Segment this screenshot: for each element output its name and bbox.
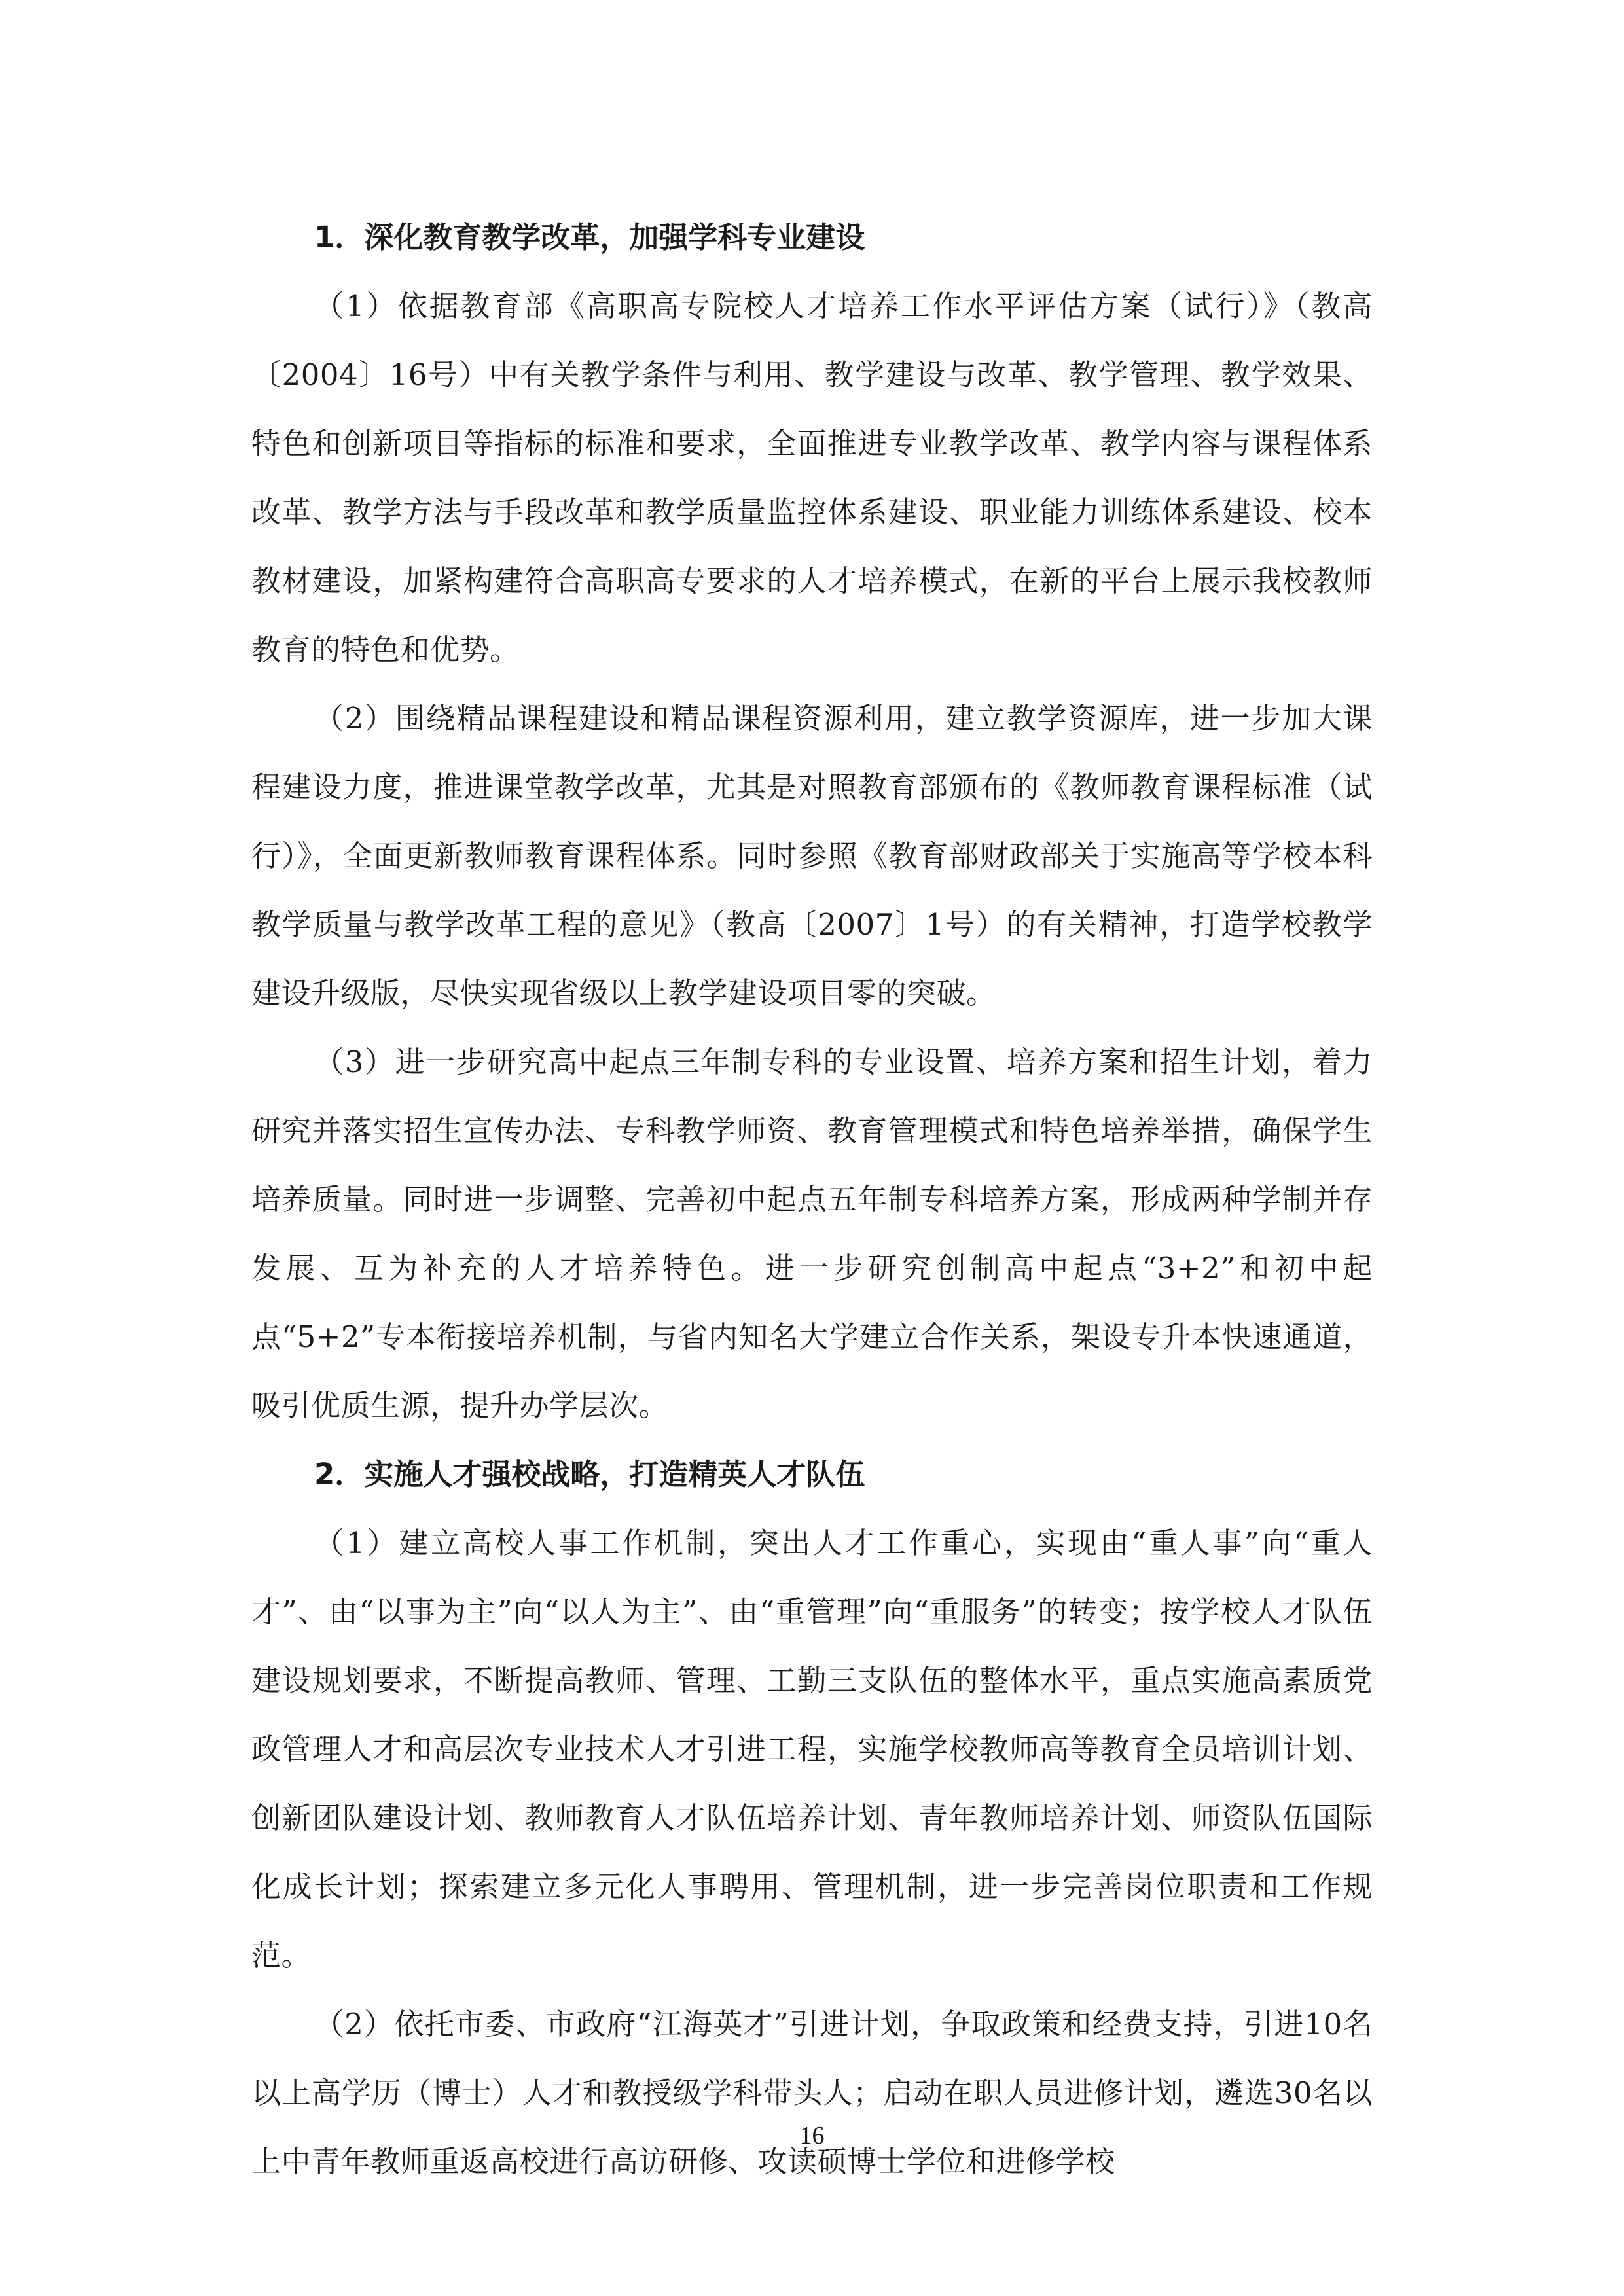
paragraph-1-3: （3）进一步研究高中起点三年制专科的专业设置、培养方案和招生计划，着力研究并落实招生宣传办法、专科教学师资、教育管理模式和特色培养举措，确保学生培养质量。同时进一步调整、完善初中起点五年制专科培养方案，形成两种学制并存发展、互为补充的人才培养特色。进一步研究创制高中起点“3+2”和初中起点“5+2”专本衔接培养机制，与省内知名大学建立合作关系，架设专升本快速通道，吸引优质生源，提升办学层次。 [251, 1045, 1373, 1423]
section-heading-1: 1．深化教育教学改革，加强学科专业建设 [314, 220, 865, 255]
paragraph-1-2: （2）围绕精品课程建设和精品课程资源利用，建立教学资源库，进一步加大课程建设力度，推进课堂教学改革，尤其是对照教育部颁布的《教师教育课程标准（试行）》，全面更新教师教育课程体系。同时参照《教育部财政部关于实施高等学校本科教学质量与教学改革工程的意见》（教高〔2007〕1号）的有关精神，打造学校教学建设升级版，尽快实现省级以上教学建设项目零的突破。 [251, 701, 1373, 1011]
paragraph-2-1: （1）建立高校人事工作机制，突出人才工作重心，实现由“重人事”向“重人才”、由“以事为主”向“以人为主”、由“重管理”向“重服务”的转变；按学校人才队伍建设规划要求，不断提高教师、管理、工勤三支队伍的整体水平，重点实施高素质党政管理人才和高层次专业技术人才引进工程，实施学校教师高等教育全员培训计划、创新团队建设计划、教师教育人才队伍培养计划、青年教师培养计划、师资队伍国际化成长计划；探索建立多元化人事聘用、管理机制，进一步完善岗位职责和工作规范。 [251, 1526, 1373, 1973]
paragraph-2-2: （2）依托市委、市政府“江海英才”引进计划，争取政策和经费支持，引进10名以上高学历（博士）人才和教授级学科带头人；启动在职人员进修计划，遴选30名以上中青年教师重返高校进行高访研修、攻读硕博士学位和进修学校 [251, 2007, 1373, 2179]
page-body [251, 203, 1373, 2196]
section-heading-2: 2．实施人才强校战略，打造精英人才队伍 [314, 1457, 865, 1492]
page-number: 16 [799, 2122, 825, 2149]
paragraph-1-1: （1）依据教育部《高职高专院校人才培养工作水平评估方案（试行）》（教高〔2004〕16号）中有关教学条件与利用、教学建设与改革、教学管理、教学效果、特色和创新项目等指标的标准和要求，全面推进专业教学改革、教学内容与课程体系改革、教学方法与手段改革和教学质量监控体系建设、职业能力训练体系建设、校本教材建设，加紧构建符合高职高专要求的人才培养模式，在新的平台上展示我校教师教育的特色和优势。 [251, 289, 1373, 667]
